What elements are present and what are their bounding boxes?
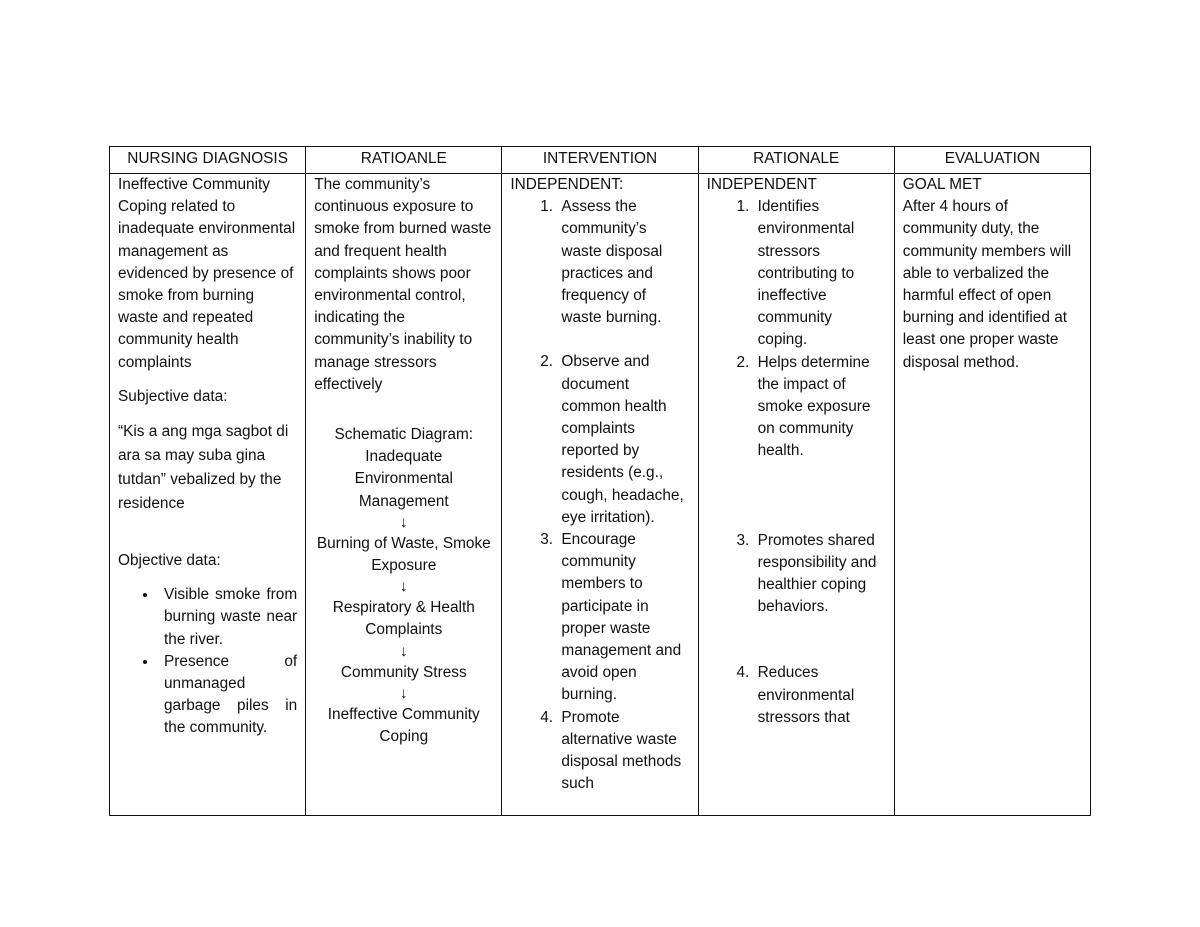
diagnosis-cell (110, 174, 306, 816)
intervention-cell (502, 174, 698, 816)
subjective-text: “Kis a ang mga sagbot di ara sa may suba gina tutdan” vebalized by the residence (118, 423, 289, 513)
intervention-rationale-cell (698, 174, 894, 816)
schematic-diagram (314, 424, 493, 748)
nursing-care-plan-table (109, 146, 1091, 816)
evaluation-cell (894, 174, 1090, 816)
intervention-item: 3. Encourage community members to participate in proper waste management and avoid open burning. (557, 529, 689, 707)
intervention-item: 1. Assess the community’s waste disposal practices and frequency of waste burning. (557, 196, 689, 329)
schematic-step: Burning of Waste, Smoke Exposure (316, 534, 491, 575)
subjective-label: Subjective data: (118, 387, 228, 405)
header-rationale-2: RATIONALE (698, 147, 894, 174)
evaluation-text: After 4 hours of community duty, the community members will able to verbalized the harmful effect of open burning and identified at least one proper waste disposal method. (902, 198, 1072, 371)
intervention-heading: INDEPENDENT: (510, 176, 624, 193)
down-arrow-icon: ↓ (399, 684, 408, 702)
rationale-item: 1. Identifies environmental stressors contributing to ineffective community coping. (754, 196, 886, 351)
objective-list (118, 584, 297, 739)
schematic-step: Ineffective Community Coping (327, 705, 480, 746)
intervention-list (510, 196, 689, 795)
objective-item: • Visible smoke from burning waste near the river. (158, 584, 297, 651)
schematic-step: Respiratory & Health Complaints (332, 599, 475, 639)
intervention-item: 2. Observe and document common health complaints reported by residents (e.g., cough, headache, eye irritation). (557, 351, 689, 529)
objective-item: • Presence of unmanaged garbage piles in the community. (158, 651, 297, 740)
rationale-item: 4. Reduces environmental stressors that (754, 662, 886, 729)
rationale-item: 2. Helps determine the impact of smoke exposure on community health. (754, 352, 886, 463)
header-intervention: INTERVENTION (502, 147, 698, 174)
down-arrow-icon: ↓ (399, 578, 408, 596)
content-row (110, 174, 1091, 816)
header-evaluation: EVALUATION (894, 147, 1090, 174)
schematic-step: Inadequate Environmental Management (354, 448, 453, 510)
rationale-heading: INDEPENDENT (706, 176, 817, 193)
intervention-item: 4. Promote alternative waste disposal methods such (557, 707, 689, 796)
schematic-step: Community Stress (340, 663, 467, 681)
rationale-item: 3. Promotes shared responsibility and healthier coping behaviors. (754, 530, 886, 619)
objective-label: Objective data: (118, 552, 221, 570)
rationale-cell (306, 174, 502, 816)
rationale-text: The community’s continuous exposure to smoke from burned waste and frequent health complaints shows poor environmental control, indicating the community’s inability to manage stressors effectively (314, 176, 492, 393)
down-arrow-icon: ↓ (399, 642, 408, 660)
schematic-title: Schematic Diagram: (334, 426, 474, 444)
rationale-list (707, 196, 886, 729)
down-arrow-icon: ↓ (399, 513, 408, 531)
evaluation-heading: GOAL MET (902, 176, 982, 193)
header-row (110, 147, 1091, 174)
header-rationale-1: RATIOANLE (306, 147, 502, 174)
diagnosis-statement: Ineffective Community Coping related to inadequate environmental management as evidenced by presence of smoke from burning waste and repeated community health complaints (118, 176, 296, 371)
header-nursing-diagnosis: NURSING DIAGNOSIS (110, 147, 306, 174)
